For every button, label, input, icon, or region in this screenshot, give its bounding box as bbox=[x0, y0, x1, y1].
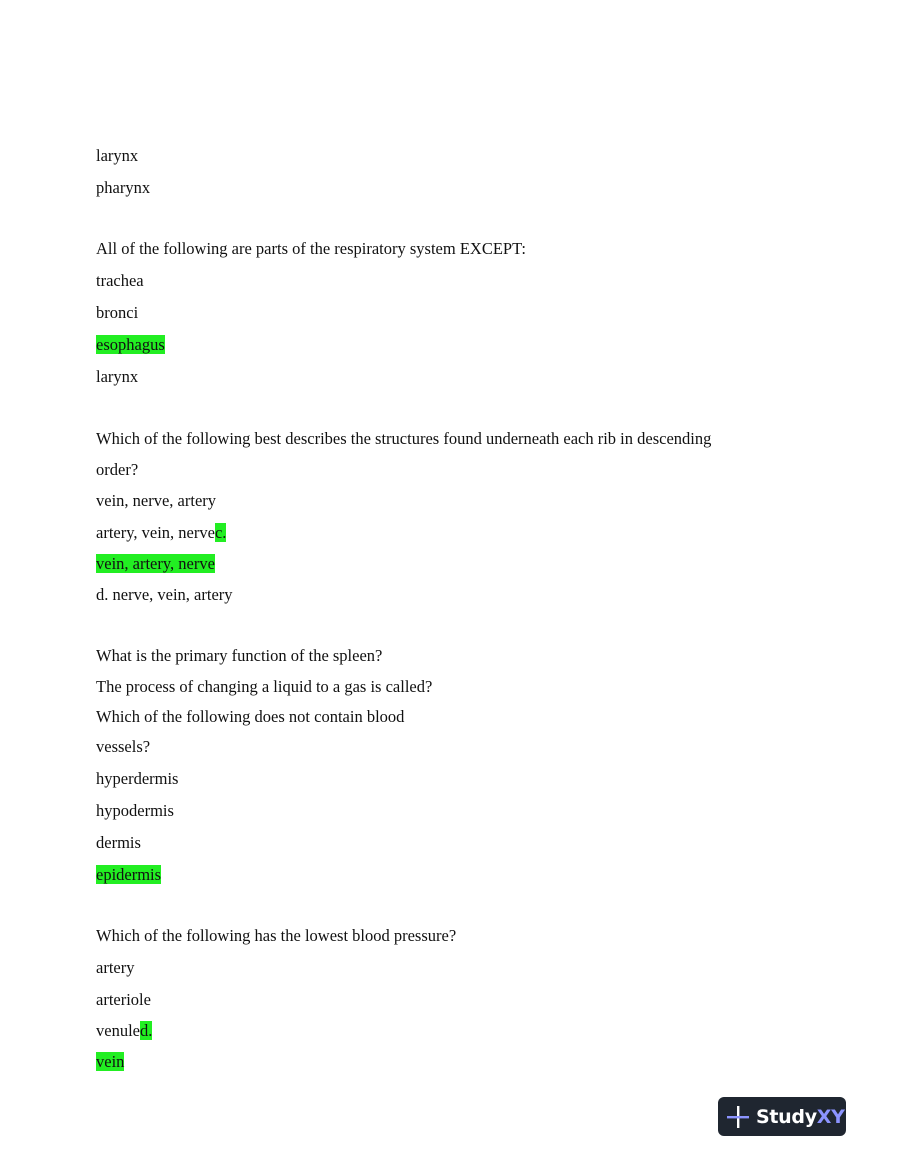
answer-option bbox=[96, 491, 216, 511]
option-text: trachea bbox=[96, 271, 144, 290]
answer-option bbox=[96, 178, 150, 198]
option-text: hypodermis bbox=[96, 801, 174, 820]
option-text: arteriole bbox=[96, 990, 151, 1009]
answer-option bbox=[96, 523, 226, 543]
highlighted-answer: epidermis bbox=[96, 865, 162, 884]
answer-option-correct bbox=[96, 1052, 124, 1072]
question-line: order? bbox=[96, 460, 139, 479]
answer-option bbox=[96, 303, 138, 323]
answer-option bbox=[96, 585, 233, 605]
question-line: All of the following are parts of the respiratory system EXCEPT: bbox=[96, 239, 526, 258]
option-text: venule bbox=[96, 1021, 140, 1040]
option-text: dermis bbox=[96, 833, 141, 852]
question-text bbox=[96, 239, 526, 259]
question-text bbox=[96, 737, 150, 757]
answer-option bbox=[96, 990, 151, 1010]
question-line: What is the primary function of the spleen? bbox=[96, 646, 383, 665]
highlighted-answer: vein bbox=[96, 1052, 125, 1071]
answer-option bbox=[96, 801, 174, 821]
question-text bbox=[96, 926, 456, 946]
highlighted-option-letter: c. bbox=[214, 523, 227, 542]
option-text: bronci bbox=[96, 303, 139, 322]
logo-wordmark bbox=[756, 1106, 845, 1128]
highlighted-answer: vein, artery, nerve bbox=[96, 554, 215, 573]
answer-option bbox=[96, 367, 138, 387]
highlighted-option-letter: d. bbox=[139, 1021, 153, 1040]
logo-text: Study bbox=[756, 1105, 817, 1128]
option-text: artery bbox=[96, 958, 135, 977]
question-text bbox=[96, 429, 711, 449]
question-text bbox=[96, 707, 404, 727]
answer-option-correct bbox=[96, 554, 215, 574]
question-line: vessels? bbox=[96, 737, 151, 756]
option-text: pharynx bbox=[96, 178, 151, 197]
question-text bbox=[96, 460, 138, 480]
answer-option bbox=[96, 271, 144, 291]
highlighted-answer: esophagus bbox=[96, 335, 165, 354]
option-text: d. nerve, vein, artery bbox=[96, 585, 233, 604]
logo-text-accent: XY bbox=[816, 1105, 845, 1128]
answer-option bbox=[96, 1021, 152, 1041]
option-text: hyperdermis bbox=[96, 769, 179, 788]
option-text: vein, nerve, artery bbox=[96, 491, 217, 510]
question-line: Which of the following best describes the structures found underneath each rib in descending bbox=[96, 429, 712, 448]
question-line: Which of the following has the lowest blood pressure? bbox=[96, 926, 457, 945]
answer-option-correct bbox=[96, 335, 165, 355]
question-text bbox=[96, 677, 432, 697]
studyxy-logo bbox=[718, 1097, 846, 1136]
option-text: larynx bbox=[96, 146, 139, 165]
question-text bbox=[96, 646, 382, 666]
answer-option bbox=[96, 833, 141, 853]
answer-option bbox=[96, 769, 178, 789]
answer-option bbox=[96, 146, 138, 166]
plus-icon bbox=[726, 1105, 750, 1129]
option-text: artery, vein, nerve bbox=[96, 523, 215, 542]
answer-option bbox=[96, 958, 134, 978]
option-text: larynx bbox=[96, 367, 139, 386]
question-line: The process of changing a liquid to a gas is called? bbox=[96, 677, 433, 696]
answer-option-correct bbox=[96, 865, 161, 885]
question-line: Which of the following does not contain blood bbox=[96, 707, 405, 726]
